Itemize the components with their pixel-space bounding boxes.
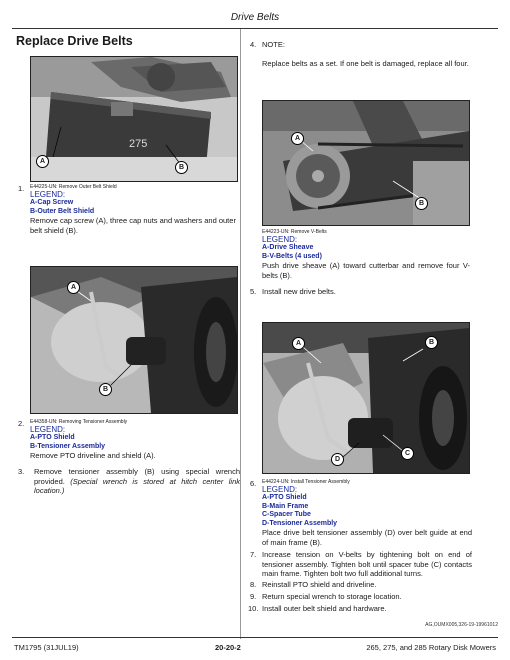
reference-id: AG,OUMX005,326-19-19961012 [425, 622, 498, 628]
figure-install-tensioner-assembly [262, 322, 470, 474]
step-10 [248, 604, 472, 614]
callout-b: B [415, 197, 428, 210]
callout-a: A [67, 281, 80, 294]
callout-b: B [425, 336, 438, 349]
callout-b: B [99, 383, 112, 396]
step-text: Remove tensioner assembly (B) using special wrench provided. [34, 467, 240, 486]
footer-page-number: 20-20-2 [215, 643, 241, 652]
step-text: Increase tension on V-belts by tightening bolt on end of tensioner assembly. Tighten bolt until spacer tube (C) contacts main frame. Tighten bolt two full additional turns. [262, 550, 472, 578]
callout-a: A [291, 132, 304, 145]
step-number: 10. [248, 604, 259, 613]
step-number: 9. [250, 592, 257, 601]
step-text: Remove PTO driveline and shield (A). [30, 451, 156, 460]
step-number: 7. [250, 550, 257, 559]
legend-item: A-PTO Shield [262, 494, 307, 501]
footer-rule [12, 637, 498, 638]
step-text: Place drive belt tensioner assembly (D) over belt guide at end of main frame (B). [262, 528, 472, 547]
legend-heading: LEGEND: [262, 485, 298, 494]
figure-remove-v-belts [262, 100, 470, 226]
step-5 [250, 287, 470, 297]
figure-caption-id: E44224-UN: Install Tensioner Assembly [262, 479, 350, 485]
callout-d: D [331, 453, 344, 466]
legend-heading: LEGEND: [30, 190, 66, 199]
column-divider [240, 29, 241, 639]
step-number: 1. [18, 184, 25, 193]
figure-remove-outer-belt-shield [30, 56, 238, 182]
legend-item: B-Outer Belt Shield [30, 207, 95, 215]
section-title: Replace Drive Belts [16, 34, 133, 48]
step-number: 5. [250, 287, 257, 296]
step-number: 3. [18, 467, 25, 476]
legend-item: A-Drive Sheave [262, 244, 314, 251]
step-text: Remove cap screw (A), three cap nuts and washers and outer belt shield (B). [30, 216, 236, 235]
step-text: Install new drive belts. [262, 287, 336, 296]
legend-heading: LEGEND: [30, 425, 66, 434]
note-text: Replace belts as a set. If one belt is damaged, replace all four. [262, 59, 469, 68]
footer-product: 265, 275, and 285 Rotary Disk Mowers [366, 643, 496, 652]
footer-doc-id: TM1795 (31JUL19) [14, 643, 79, 652]
step-text: Push drive sheave (A) toward cutterbar and remove four V-belts (B). [262, 261, 470, 280]
callout-b: B [175, 161, 188, 174]
callout-a: A [292, 337, 305, 350]
legend-item: B-Tensioner Assembly [30, 442, 106, 450]
step-text: Install outer belt shield and hardware. [262, 604, 387, 613]
legend-item: D-Tensioner Assembly [262, 519, 338, 527]
step-3 [18, 467, 240, 496]
figure-removing-tensioner-assembly [30, 266, 238, 414]
step-number: 6. [250, 479, 257, 488]
legend-item: A-Cap Screw [30, 199, 74, 206]
note-label: NOTE: [262, 40, 285, 49]
step-9 [250, 592, 472, 602]
legend-item: C-Spacer Tube [262, 511, 311, 518]
page-header-title: Drive Belts [230, 12, 280, 23]
step-7 [250, 550, 472, 579]
step-number: 4. [250, 40, 257, 49]
header-rule [12, 28, 498, 29]
legend-heading: LEGEND: [262, 235, 298, 244]
step-4-note [250, 40, 470, 50]
step-number: 2. [18, 419, 25, 428]
figure-caption-id: E44225-UN: Remove Outer Belt Shield [30, 184, 117, 190]
step-text: Return special wrench to storage location. [262, 592, 402, 601]
step-text: Reinstall PTO shield and driveline. [262, 580, 377, 589]
model-decal: 275 [129, 138, 148, 150]
legend-item: B-Main Frame [262, 502, 309, 510]
callout-c: C [401, 447, 414, 460]
legend-item: A-PTO Shield [30, 434, 75, 441]
step-8 [250, 580, 472, 590]
callout-a: A [36, 155, 49, 168]
step-number: 8. [250, 580, 257, 589]
figure-caption-id: E44358-UN: Removing Tensioner Assembly [30, 419, 128, 425]
legend-item: B-V-Belts (4 used) [262, 252, 322, 260]
step-note: (Special wrench is stored at hitch center link location.) [34, 476, 240, 495]
figure-caption-id: E44223-UN: Remove V-Belts [262, 229, 327, 235]
